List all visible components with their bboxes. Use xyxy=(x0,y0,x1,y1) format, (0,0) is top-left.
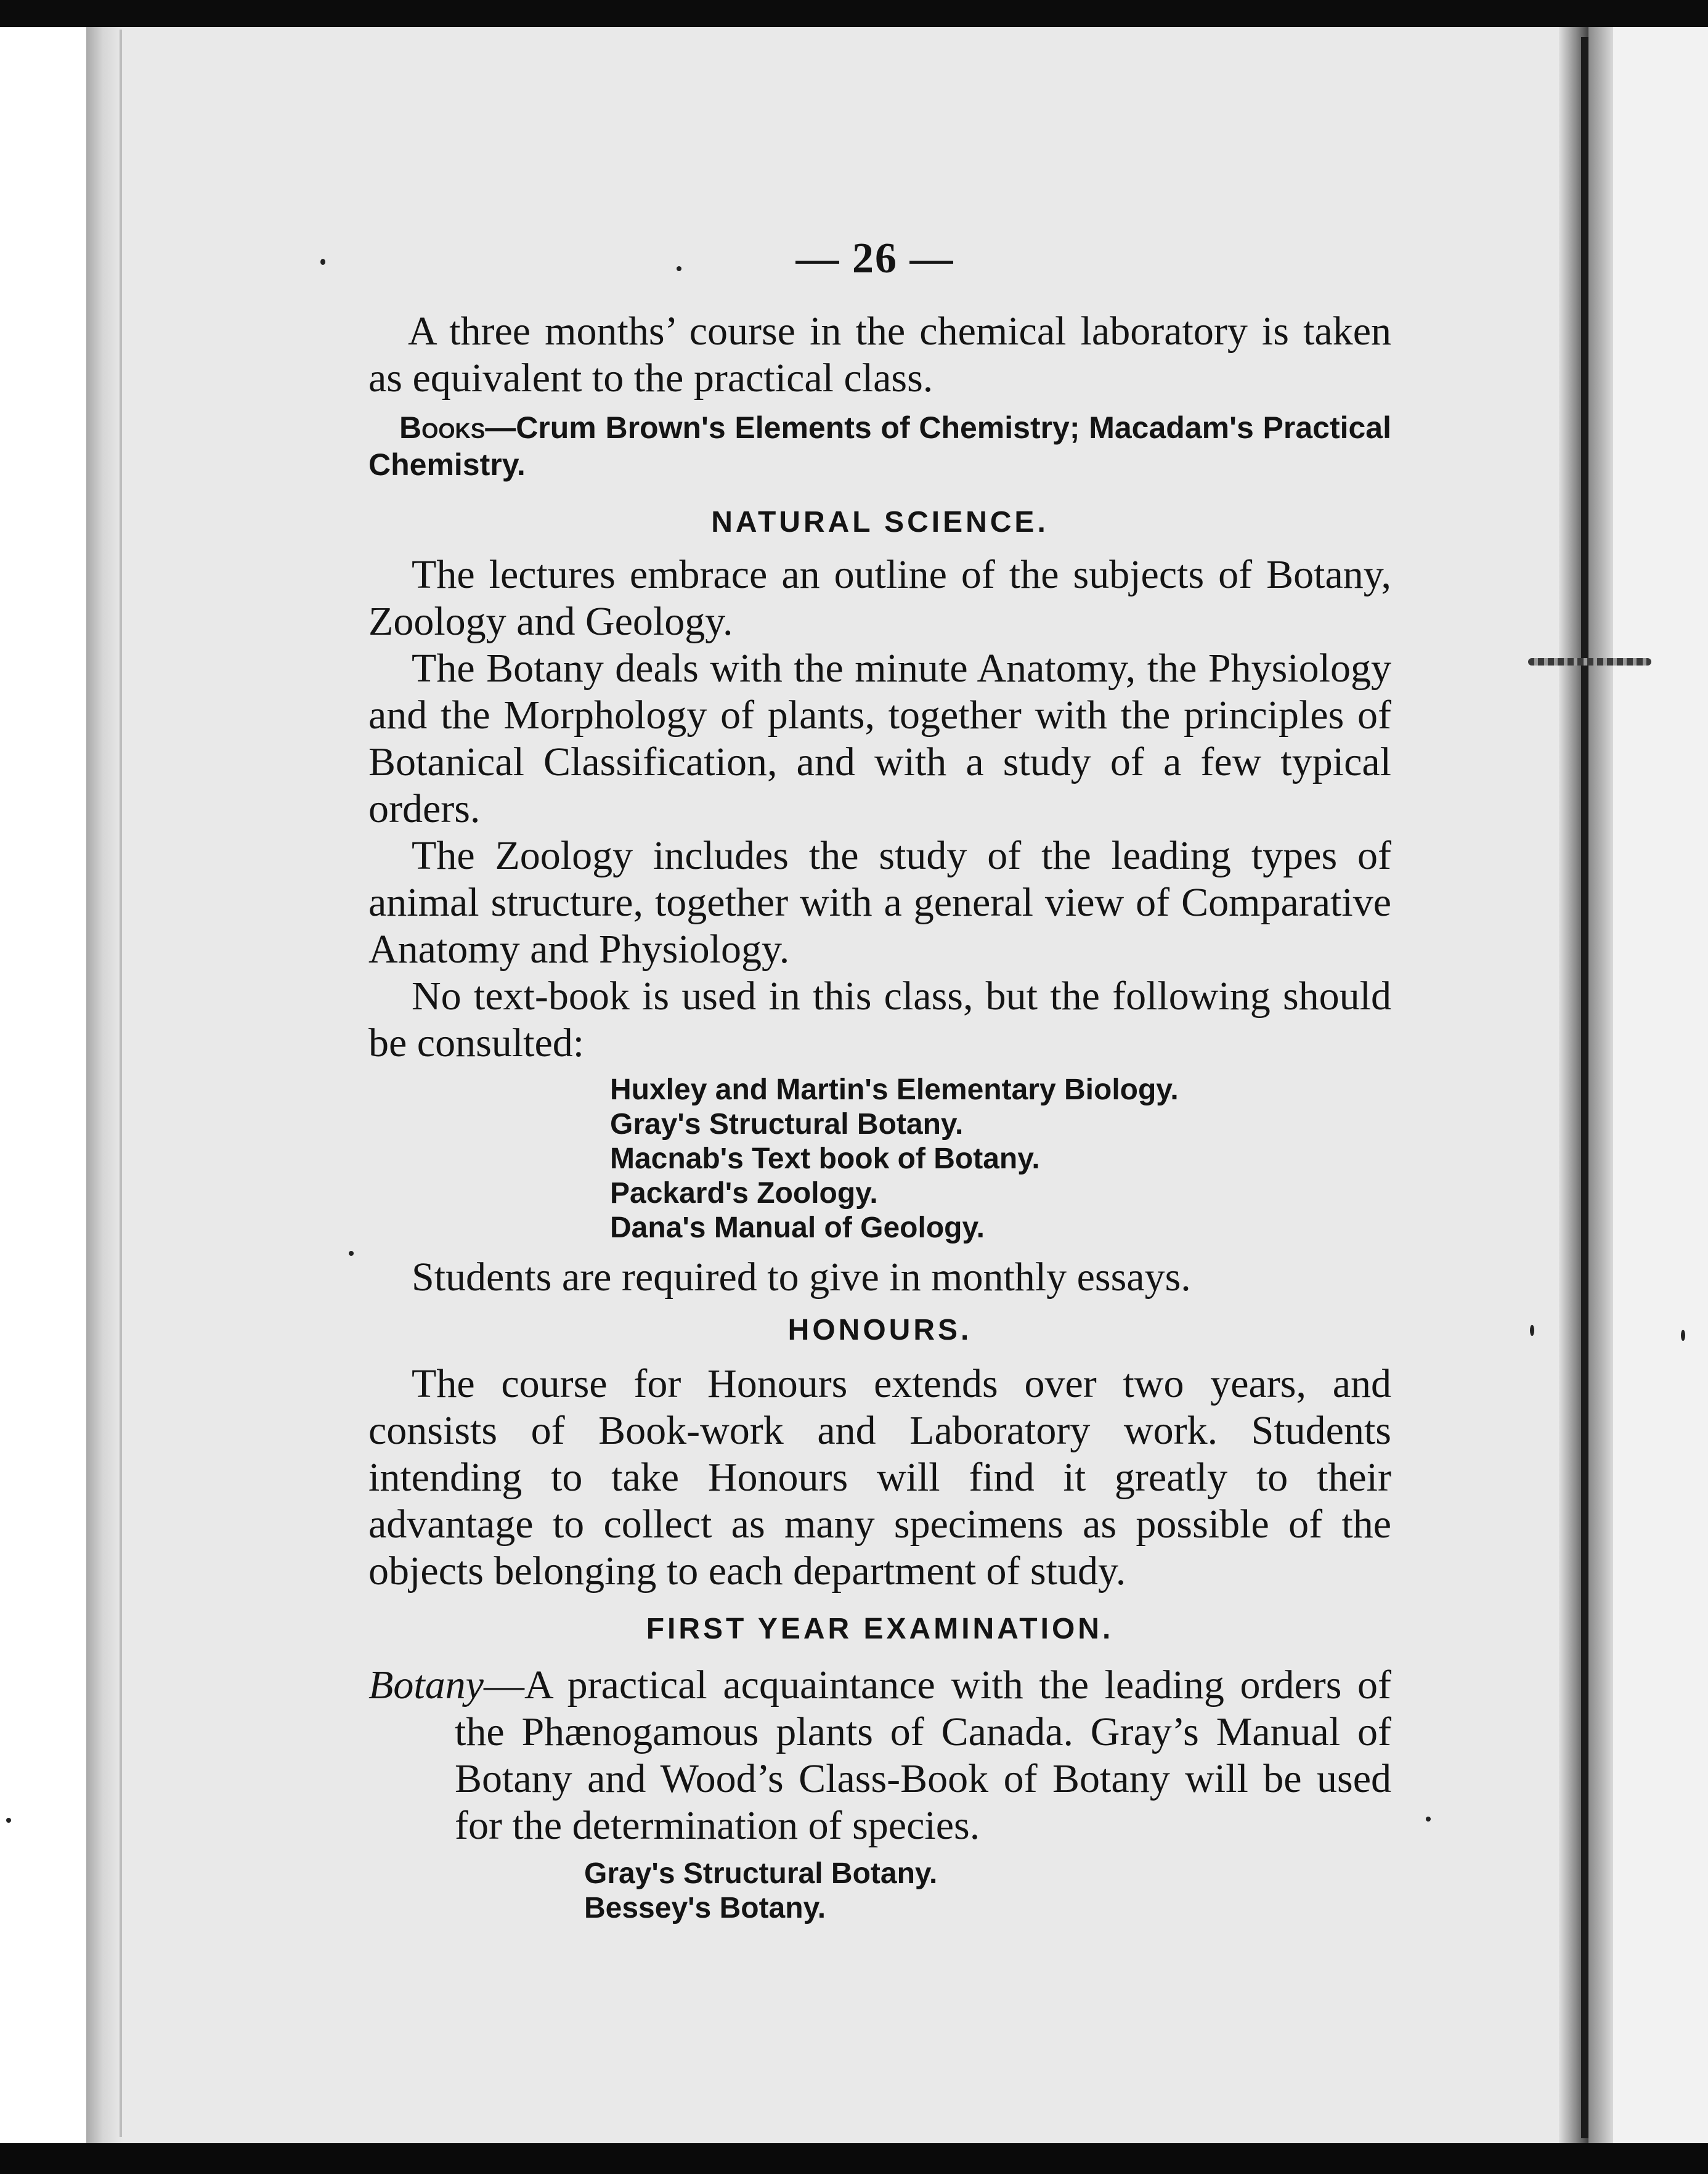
first-year-book-list xyxy=(584,1857,1391,1926)
honours-paragraph: The course for Honours extends over two years, and consists of Book-work and Laboratory work. Students intending to take Honours will find it greatly to their advantage to collect as many specimens as possible of the objects belonging to each department of study. xyxy=(368,1361,1391,1594)
honours-heading: HONOURS. xyxy=(787,1314,972,1346)
natural-science-paragraph: No text-book is used in this class, but the following should be consulted: xyxy=(368,974,1391,1065)
natural-science-heading: NATURAL SCIENCE. xyxy=(711,506,1049,539)
books-label: Books xyxy=(399,410,486,445)
book-list-item: Packard's Zoology. xyxy=(610,1177,878,1210)
botany-paragraph xyxy=(368,1662,1391,1849)
book-list-item: Gray's Structural Botany. xyxy=(584,1857,938,1890)
natural-science-paragraph: The Botany deals with the minute Anatomy, the Physiology and the Morphology of plants, together with the principles of Botanical Classification, and with a study of a few typical orders. xyxy=(368,646,1391,831)
scan-top-edge xyxy=(0,0,1708,27)
book-list-item: Dana's Manual of Geology. xyxy=(610,1211,985,1244)
book-list-item: Huxley and Martin's Elementary Biology. xyxy=(610,1073,1179,1106)
binding-stitch xyxy=(1528,658,1651,666)
scan-speck xyxy=(1681,1330,1685,1341)
scan-speck xyxy=(6,1818,11,1823)
natural-science-book-list xyxy=(610,1073,1391,1245)
page-number: — 26 — xyxy=(795,235,954,282)
scan-speck xyxy=(677,266,681,271)
scan-speck xyxy=(1426,1817,1431,1822)
book-list-item: Macnab's Text book of Botany. xyxy=(610,1142,1040,1175)
book-list-item: Bessey's Botany. xyxy=(584,1892,826,1924)
intro-paragraph: A three months’ course in the chemical laboratory is taken as equivalent to the practical class. xyxy=(368,309,1391,401)
first-year-heading: FIRST YEAR EXAMINATION. xyxy=(646,1613,1114,1645)
botany-text: —A practical acquaintance with the leading orders of the Phænogamous plants of Canada. Gray’s Manual of Botany and Wood’s Class-Book of Botany will be used for the determination of species. xyxy=(455,1663,1391,1848)
scan-speck xyxy=(1530,1325,1534,1336)
books-text: —Crum Brown's Elements of Chemistry; Macadam's Practical Chemistry. xyxy=(368,410,1391,482)
page-left-rule xyxy=(120,30,122,2137)
scan-speck xyxy=(349,1251,354,1256)
essays-paragraph: Students are required to give in monthly essays. xyxy=(412,1255,1191,1300)
book-list-item: Gray's Structural Botany. xyxy=(610,1108,964,1141)
natural-science-paragraph: The Zoology includes the study of the leading types of animal structure, together with a general view of Comparative Anatomy and Physiology. xyxy=(368,833,1391,972)
botany-label: Botany xyxy=(368,1663,484,1708)
natural-science-paragraph: The lectures embrace an outline of the subjects of Botany, Zoology and Geology. xyxy=(368,552,1391,644)
intro-books-note xyxy=(368,409,1391,483)
page-content xyxy=(368,308,1391,1926)
scan-bottom-edge xyxy=(0,2143,1708,2174)
spine-line xyxy=(1581,37,1588,2138)
scan-speck xyxy=(320,259,325,265)
page-left-margin xyxy=(86,27,123,2143)
next-page-fold xyxy=(1588,27,1613,2143)
